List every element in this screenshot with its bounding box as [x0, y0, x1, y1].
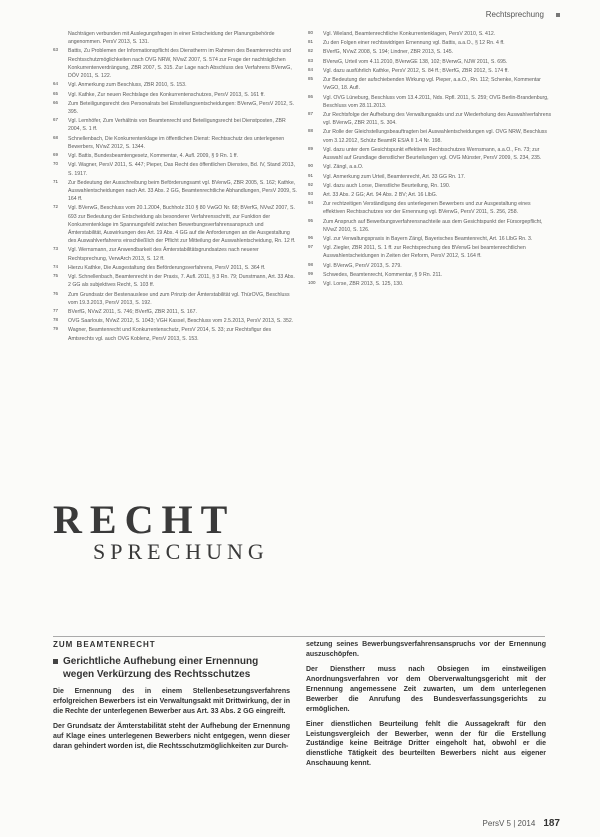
footnote [308, 94, 553, 110]
footnote-text: Vgl. dazu ausführlich Kathke, PersV 2012, S. 84 ff.; BVerfG, ZBR 2012, S. 174 ff. [323, 67, 509, 74]
footnote [53, 317, 298, 325]
footnote-text: Zum Anspruch auf Bewerbungsverfahrensnachteile aus dem Gesichtspunkt der Fürsorgepflicht, NVwZ 2010, S. 126. [323, 218, 543, 233]
footnote-number: 73 [53, 246, 59, 252]
footnote-number: 78 [53, 317, 59, 323]
footnote-text: Vgl. Battis, Bundesbeamtengesetz, Kommentar, 4. Aufl. 2009, § 9 Rn. 1 ff. [68, 153, 239, 160]
footnote-text: Vgl. dazu unter dem Gesichtspunkt effektiven Rechtsschutzes Wernsmann, a.a.O., Fn. 73; zur Auswahl auf Grundlage dienstlicher Beurteilungen vgl. OVG Münster, PersV 2009, S. 234, 235. [323, 146, 542, 162]
footnote [53, 81, 298, 89]
footnote [53, 117, 298, 133]
footnote-text: Schnellenbach, Die Konkurrentenklage im öffentlichen Dienst: Rechtsschutz des unterlegenen Bewerbers, NVwZ 2012, S. 1344. [68, 135, 285, 150]
running-head-label: Rechtsprechung [485, 10, 544, 19]
article-headline [53, 656, 290, 681]
footnote-number: 76 [53, 290, 59, 296]
footnote [308, 163, 553, 171]
footnote-text: Zum Beteiligungsrecht des Personalrats bei Einstellungsentscheidungen: BVerwG, PersV 2012, S. 395. [68, 100, 295, 115]
footnote-number: 71 [53, 178, 59, 184]
footnote-text: Vgl. Lorse, ZBR 2013, S. 125, 130. [323, 281, 404, 288]
footnote-text: Vgl. Lemhöfer, Zum Verhältnis von Beamtenrecht und Beteiligungsrecht bei Dienstposten, ZBR 2004, S. 1 ff. [68, 118, 286, 133]
footnote [308, 30, 553, 38]
footnote-number: 96 [308, 235, 314, 241]
footnote-number: 77 [53, 308, 59, 313]
footnote-number: 63 [53, 47, 59, 53]
footnote-text: Vgl. Wieland, Beamtenrechtliche Konkurrentenklagen, PersV 2010, S. 412. [323, 31, 496, 37]
footnote [53, 204, 298, 245]
footnote [308, 39, 553, 47]
footnote-number: 82 [308, 48, 314, 54]
footnote-number: 94 [308, 200, 314, 206]
footnote [53, 308, 298, 316]
footnote-text: Hierzu Kathke, Die Ausgestaltung des Beförderungsverfahrens, PersV 2011, S. 364 ff. [68, 264, 266, 271]
section-title-line2: SPRECHUNG [93, 539, 269, 564]
lead-paragraph-3: setzung seines Bewerbungsverfahrensanspruchs vor der Ernennung auszuschöpfen. [306, 641, 546, 658]
footnote-text: OVG Saarlouis, NVwZ 2012, S. 1043; VGH Kassel, Beschluss vom 2.5.2013, PersV 2013, S. 352. [68, 318, 294, 325]
footnote-number: 90 [308, 163, 314, 169]
footnote [308, 200, 553, 216]
article-headline-text: Gerichtliche Aufhebung einer Ernennung wegen Verkürzung des Rechtsschutzes [63, 656, 259, 680]
footnote-number: 85 [308, 76, 314, 82]
footnote-number: 89 [308, 145, 314, 151]
footnote [308, 146, 553, 162]
headline-square-icon [53, 659, 58, 664]
footnote-number: 65 [53, 90, 59, 96]
footnote [308, 235, 553, 243]
footnote-number: 67 [53, 117, 59, 123]
footnote [53, 100, 298, 116]
footnote [53, 273, 298, 289]
footnote-number: 72 [53, 204, 59, 210]
footnote-text: Nachträgen verbunden mit Auslegungsfragen in einer Entscheidung der Planungsbehörde angenommen. PersV 2013, S. 131. [68, 31, 275, 46]
footnote-text: Vgl. Ziegler, ZBR 2011, S. 1 ff. zur Rechtsprechung des BVerwG bei beamtenrechtlichen Auswahlentscheidungen in Zeiten der Reform, PersV 2012, S. 164 ff. [323, 245, 526, 260]
footnote-number: 97 [308, 244, 314, 250]
footnote [53, 30, 298, 46]
footnote [53, 179, 298, 204]
footnote-text: BVerfG, NVwZ 2008, S. 194; Lindner, ZBR 2013, S. 145. [323, 49, 454, 56]
footnote [53, 91, 298, 99]
footnote-number: 92 [308, 181, 314, 187]
footnote-text: Zur Rechtsfolge der Aufhebung des Verwaltungsakts und zur Wiederholung des Auswahlverfahrens vgl. BVerwG, ZBR 2011, S. 304. [323, 111, 552, 127]
footnote-number: 86 [308, 93, 314, 99]
footnote [308, 173, 553, 181]
footnote-text: Vgl. OVG Lüneburg, Beschluss vom 13.4.2011, Nds. Rpfl. 2011, S. 259; OVG Berlin-Brandenburg, Beschluss vom 28.11.2013. [323, 94, 549, 109]
footnote-text: Zum Grundsatz der Bestenauslese und zum Prinzip der Ämterstabilität vgl. ThürOVG, Beschluss vom 19.3.2013, PersV 2013, S. 192. [68, 291, 290, 306]
footnote-number: 80 [308, 30, 314, 35]
journal-issue: PersV 5 | 2014 [482, 819, 536, 828]
article-right-column [306, 640, 546, 774]
section-title-line1: RECHT [53, 497, 236, 542]
footnote [308, 218, 553, 234]
footnote-text: Schwedes, Beamtenrecht, Kommentar, § 9 Rn. 211. [323, 271, 443, 278]
article-kicker: ZUM BEAMTENRECHT [53, 640, 156, 649]
footnote-number: 66 [53, 99, 59, 105]
lead-paragraph-1: Die Ernennung des in einem Stellenbesetzungsverfahrens erfolgreichen Bewerbers ist ein Verwaltungsakt mit Drittwirkung, der in die Rechte der unterlegenen Bewerber aus Art. 33 Abs. 2 GG eingreift. [53, 688, 290, 715]
footnote [308, 182, 553, 190]
footnote-number [53, 29, 65, 45]
footnote-text: Vgl. zur Verwaltungspraxis in Bayern Zängl, Bayerisches Beamtenrecht, Art. 16 LlbG Rn. 3. [323, 236, 533, 243]
footnote [53, 246, 298, 262]
footnote-number: 68 [53, 134, 59, 140]
footnote [308, 191, 553, 199]
footnote [308, 280, 553, 288]
footnote-number: 69 [53, 152, 59, 158]
footnote-number: 95 [308, 217, 314, 223]
footnote-text: Vgl. Zängl, a.a.O. [323, 164, 364, 171]
running-head-square-icon [556, 13, 560, 17]
footnote [53, 291, 298, 307]
footnote-number: 100 [308, 280, 316, 286]
footnote-number: 79 [53, 326, 59, 332]
footnote [53, 161, 298, 177]
lead-paragraph-5: Einer dienstlichen Beurteilung fehlt die Aussagekraft für den Leistungsvergleich der Bewerber, wenn der für die Erstellung Zuständige keine Beiträge Dritter eingeholt hat, obwohl er die dienstliche Tätigkeit des beurteilten Bewerbers nicht aus eigener Anschauung kennt. [306, 720, 546, 768]
footnote [308, 76, 553, 92]
page-footer [483, 818, 560, 829]
running-head [486, 10, 560, 19]
footnote-number: 84 [308, 66, 314, 72]
footnote-number: 88 [308, 128, 314, 134]
footnote-text: Vgl. BVerwG, PersV 2013, S. 279. [323, 262, 402, 269]
footnote-text: Wagner, Beamtenrecht und Konkurrentenschutz, PersV 2014, S. 33; zur Rechtsfigur des Amtsrechts vgl. auch OVG Koblenz, PersV 2013, S. 153. [68, 327, 272, 342]
footnote-number: 83 [308, 57, 314, 63]
footnote-text: Vgl. dazu auch Lorse, Dienstliche Beurteilung, Rn. 190. [323, 182, 451, 189]
footnote-text: Vgl. Wernsmann, zur Anwendbarkeit des Ämterstabilitätsgrundsatzes nach neuerer Rechtsprechung, VerwArch 2013, S. 12 ff. [68, 247, 259, 262]
footnote-number: 75 [53, 273, 59, 279]
footnote-text: Vgl. BVerwG, Beschluss vom 20.1.2004, Buchholz 310 § 80 VwGO Nr. 68; BVerfG, NVwZ 2007, S. 693 zur Bedeutung der Entscheidung als besonderer Verfahrensschritt, zur Funktion der Konkurrentenklage im Spannungsfeld zwischen Bewerbungsverfahrensanspruch und Ämterstabilität, Auswirkungen des Art. 19 Abs. 4 GG auf die Anforderungen an die Ausgestaltung des Auswahlverfahrens einschließlich der Pflicht zur Mitteilung der Auswahlentscheidung, Rn. 12 ff. [68, 205, 296, 245]
footnote-number: 91 [308, 172, 314, 178]
footnote-text: Vgl. Kathke, Zur neuen Rechtslage des Konkurrentenschutzes, PersV 2013, S. 161 ff. [68, 91, 265, 98]
footnote-text: Vgl. Anmerkung zum Beschluss, ZBR 2010, S. 153. [68, 82, 187, 89]
article-left-column [53, 640, 290, 757]
footnote-number: 93 [308, 190, 314, 196]
footnote [53, 264, 298, 272]
footnote [53, 47, 298, 80]
lead-paragraph-2: Der Grundsatz der Ämterstabilität steht der Aufhebung der Ernennung auf Klage eines unterlegenen Bewerbers nicht entgegen, wenn dieser daran gehindert worden ist, die Rechtsschutzmöglichkeiten zur Durch- [53, 722, 290, 750]
footnote [308, 262, 553, 270]
footnote [308, 48, 553, 56]
footnote-number: 98 [308, 261, 314, 267]
footnote-text: Zur rechtzeitigen Verständigung des unterlegenen Bewerbers und zur Ausgestaltung eines effektiven Rechtsschutzes vor der Ernennung vgl. BVerwG, PersV 2011, S. 256, 258. [323, 201, 531, 216]
footnote-number: 99 [308, 270, 314, 276]
footnote-number: 64 [53, 81, 59, 87]
footnote-text: Zur Bedeutung der Ausschreibung beim Beförderungsamt vgl. BVerwG, ZBR 2005, S. 162; Kathke, Auswahlentscheidungen nach Art. 33 Abs. 2 GG, Beamtenrechtliche Abhandlungen, PersV 2009, S. 164 ff. [68, 179, 297, 203]
footnote [308, 111, 553, 127]
footnote-text: Vgl. Schnellenbach, Beamtenrecht in der Praxis, 7. Aufl. 2011, § 3 Rn. 79; Dunstmann, Art. 33 Abs. 2 GG als subjektives Recht, S. 103 ff. [68, 274, 295, 289]
lead-paragraph-4: Der Dienstherr muss nach Obsiegen im einstweiligen Anordnungsverfahren vor dem Oberverwaltungsgericht mit der Ernennung angemessene Zeit zuwarten, um dem unterlegenen Bewerber die Anrufung des Bundesverfassungsgerichts zu ermöglichen. [306, 665, 546, 713]
footnote [53, 152, 298, 160]
footnote-text: Art. 33 Abs. 2 GG; Art. 94 Abs. 2 BV; Art. 16 LlbG. [323, 191, 438, 198]
footnotes-right-column [308, 30, 553, 289]
footnote [53, 326, 298, 342]
footnote-text: BVerwG, Urteil vom 4.11.2010, BVerwGE 138, 102; BVerwG, NJW 2011, S. 695. [323, 58, 508, 65]
footnote [53, 135, 298, 151]
footnote [308, 58, 553, 66]
footnote-text: BVerfG, NVwZ 2011, S. 746; BVerfG, ZBR 2011, S. 167. [68, 309, 197, 315]
footnotes-left-column [53, 30, 298, 344]
footnote-number: 70 [53, 161, 59, 167]
section-title [53, 497, 269, 564]
footnote-number: 74 [53, 263, 59, 269]
footnote-text: Vgl. Wagner, PersV 2011, S. 447; Pieper, Das Recht des öffentlichen Dienstes, Bd. IV, Stand 2013, S. 1917. [68, 162, 295, 177]
footnote-text: Zu den Folgen einer rechtswidrigen Ernennung vgl. Battis, a.a.O., § 12 Rn. 4 ff. [323, 40, 505, 47]
footnote-number: 81 [308, 39, 314, 45]
page-number: 187 [543, 818, 560, 829]
footnote [308, 67, 553, 75]
footnote [308, 128, 553, 144]
footnote [308, 244, 553, 260]
footnote-text: Vgl. Anmerkung zum Urteil, Beamtenrecht, Art. 33 GG Rn. 17. [323, 173, 466, 180]
footnote [308, 271, 553, 279]
footnote-text: Battis, Zu Problemen der Informationspflicht des Dienstherrn im Rahmen des Beamtenrechts und Rechtsschutzmöglichkeiten nach OVG NRW, NVwZ 2007, S. 574 zur Frage der nachträglichen Konkurrentenverdrängung, ZBR 2007, S. 315. Zur Lage nach Abschluss des Verfahrens BVerwG, DÖV 2011, S. 122. [68, 48, 292, 80]
section-divider [53, 636, 545, 637]
footnote-text: Zur Rolle der Gleichstellungsbeauftragten bei Auswahlentscheidungen vgl. OVG NRW, Beschluss vom 3.12.2012, Schütz BeamtR ES/A II 1.4 Nr. 198. [323, 129, 547, 144]
footnote-number: 87 [308, 110, 314, 116]
footnote-text: Zur Bedeutung der aufschiebenden Wirkung vgl. Pieper, a.a.O., Rn. 112; Schenke, Kommentar VwGO, 18. Aufl. [323, 77, 541, 92]
